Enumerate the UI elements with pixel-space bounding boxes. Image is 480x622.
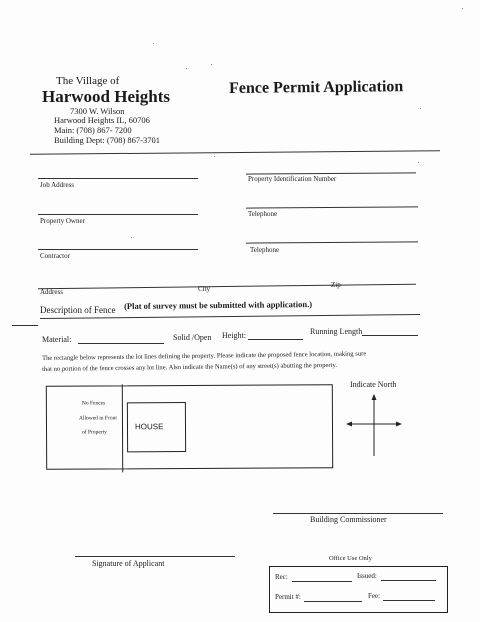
job-address-label: Job Address [40,181,75,189]
height-label: Height: [222,331,246,340]
telephone-1-line[interactable] [246,206,418,208]
instructions-line-1: The rectangle below represents the lot lines defining the property. Please indicate the proposed fence location, making sure [42,350,367,362]
solid-open-label: Solid /Open [173,333,212,342]
job-address-line[interactable] [38,178,198,179]
form-title: Fence Permit Application [229,78,404,97]
permit-number-line[interactable] [304,601,362,602]
front-yard-divider [122,384,123,472]
zip-label: Zip [331,281,341,289]
north-compass-icon[interactable] [344,392,404,462]
telephone-2-line[interactable] [246,241,418,243]
rec-label: Rec: [275,573,288,581]
description-label: Description of Fence [40,305,116,315]
main-phone: Main: (708) 867- 7200 [54,125,132,135]
allowed-in-front-label: Allowed in Front [78,415,117,422]
scan-speck [211,64,212,65]
margin-mark [12,325,38,326]
running-length-label: Running Length [310,327,363,336]
material-line[interactable] [78,343,164,344]
property-owner-label: Property Owner [40,217,85,225]
contractor-label: Contractor [40,252,70,260]
fee-label: Fee: [368,592,381,600]
issued-label: Issued: [357,572,377,580]
building-commissioner-line[interactable] [273,513,443,514]
city-label: City [198,285,211,293]
telephone-2-label: Telephone [250,246,280,254]
village-address-2: Harwood Heights IL, 60706 [54,115,150,125]
house-label: HOUSE [134,422,164,432]
scan-speck [153,43,154,44]
property-owner-line[interactable] [38,214,198,215]
applicant-signature-label: Signature of Applicant [92,559,165,568]
building-dept-phone: Building Dept: (708) 867-3701 [54,135,161,145]
of-property-label: of Property [82,429,107,436]
rec-line[interactable] [292,581,352,582]
applicant-signature-line[interactable] [75,556,235,557]
header-divider [30,150,440,155]
office-use-title: Office Use Only [329,555,372,562]
scan-speck [214,156,215,157]
building-commissioner-label: Building Commissioner [310,515,387,524]
scan-speck [186,68,187,69]
running-length-line[interactable] [362,335,418,336]
issued-line[interactable] [381,580,436,581]
instructions-line-2: that no portion of the fence crosses any lot line. Also indicate the Name(s) of any street(s) abutting the property. [42,361,337,373]
scan-speck [462,8,463,9]
scan-speck [131,237,132,238]
plat-note: (Plat of survey must be submitted with application.) [124,299,313,311]
permit-number-label: Permit #: [275,593,301,601]
house-box [127,402,186,452]
lot-rectangle[interactable] [46,384,333,470]
telephone-1-label: Telephone [248,210,278,218]
address-line[interactable] [38,284,416,290]
village-name: Harwood Heights [42,87,170,106]
village-address-1: 7300 W. Wilson [70,106,125,116]
contractor-line[interactable] [38,249,198,250]
height-line[interactable] [248,339,303,340]
no-fences-label: No Fences [81,400,106,407]
address-label: Address [40,288,63,296]
village-prefix: The Village of [56,75,120,87]
fee-line[interactable] [383,600,435,601]
scan-speck [418,162,419,163]
material-label: Material: [42,335,72,344]
pin-label: Property Identification Number [248,175,337,183]
scan-speck [420,108,421,109]
indicate-north-label: Indicate North [350,380,397,389]
